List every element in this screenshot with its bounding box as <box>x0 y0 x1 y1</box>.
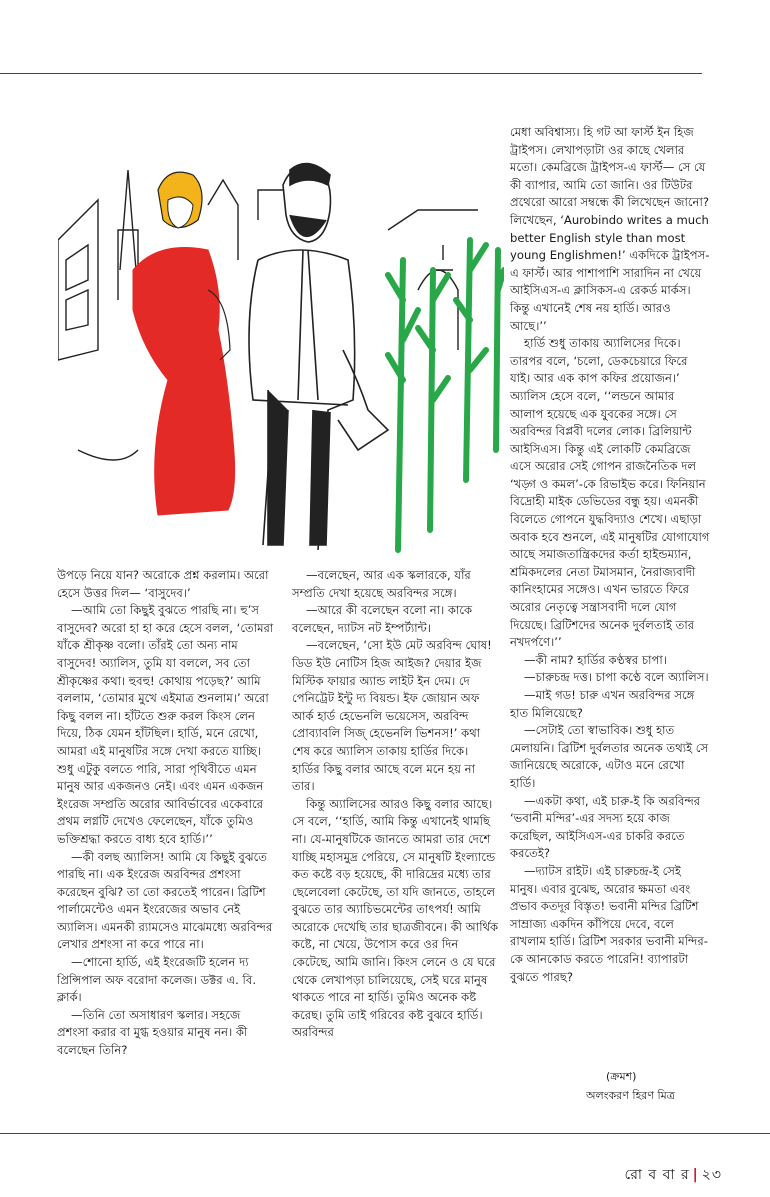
paragraph: —মাই গড! চারু এখন অরবিন্দর সঙ্গে হাত মিলিয়েছে? <box>510 688 695 720</box>
section-name: রো ব বা র <box>624 1167 690 1183</box>
paragraph: —বলেছেন, ‘সো ইউ মেট অরবিন্দ ঘোষ! ডিড ইউ নোটিস হিজ আইজ? দেয়ার ইজ মিস্টিক ফায়ার অ্যান্ড লাইট ইন দেম। দে পেনিট্রেট ইন্টু দ্য বিয়ন্ড। ইফ জোয়ান অফ আর্ক হার্ড হেভেনলি ভয়েসেস, অরবিন্দ প্রোব্যাবলি সিজ্ হেভেনলি ভিশনস!’ কথা শেষ করে অ্যালিস তাকায় হার্ডির দিকে। হার্ডির কিছু বলার আছে বলে মনে হয় না তার। <box>292 638 492 794</box>
green-plants <box>388 240 504 550</box>
page-footer <box>625 1163 722 1187</box>
paragraph: —কী বলছ অ্যালিস! আমি যে কিছুই বুঝতে পারছি না। এক ইংরেজ অরবিন্দর প্রশংসা করেছেন বুঝি? তা তো করতেই পারেন। ব্রিটিশ পার্লামেন্টেও এমন ইংরেজের অভাব নেই অ্যালিস। এমনকী র‌্যামসেও মাঝেমধ্যে অরবিন্দর লেখার প্রশংসা না করে পারে না। <box>57 849 273 952</box>
paragraph: —চারুচন্দ্র দত্ত। চাপা কণ্ঠে বলে অ্যালিস। <box>524 670 709 685</box>
bottom-rule <box>0 1133 770 1134</box>
paragraph: —শোনো হার্ডি, এই ইংরেজটি হলেন দ্য প্রিন্সিপাল অফ বরোদা কলেজ। ডক্টর এ. বি. ক্লার্ক। <box>57 955 257 1005</box>
paragraph: —দ্যাটস রাইট। এই চারুচন্দ্র-ই সেই মানুষ। এবার বুঝেছ, অরোর ক্ষমতা এবং প্রভাব কতদূর বিস্তৃত! ভবানী মন্দির ব্রিটিশ সাম্রাজ্য একদিন কাঁপিয়ে দেবে, বলে রাখলাম হার্ডি। ব্রিটিশ সরকার ভবানী মন্দির-কে আনকোড করতে পারেনি! ব্যাপারটা বুঝতে পারছ? <box>510 863 708 984</box>
article-column-3 <box>510 124 710 986</box>
paragraph: —আমি তো কিছুই বুঝতে পারছি না। হু’স বাসুদেব? অরো হা হা করে হেসে বলল, ‘তোমরা যাঁকে শ্রীকৃষ্ণ বলো। তাঁরই তো অন্য নাম বাসুদেব! অ্যালিস, তুমি যা বললে, সব তো শ্রীকৃষ্ণের কথা। হুবহু! কোথায় পড়েছ?’ আমি বললাম, ‘তোমার মুখে এইমাত্র শুনলাম।’ অরো কিছু বলল না। হাঁটতে শুরু করল কিংস লেন দিয়ে, ঠিক যেমন হাঁটছিল। হার্ডি, মনে রেখো, আমরা এই মানুষটির সঙ্গে দেখা করতে যাচ্ছি। শুধু এটুকু বলতে পারি, সারা পৃথিবীতে এমন মানুষ আর একজনও নেই। এবং এমন একজন ইংরেজ সম্প্রতি অরোর আবির্ভাবের একেবারে প্রথম লগ্নটি দেখেও ফেলেছেন, যাঁকে তুমিও ভক্তিশ্রদ্ধা করতে বাধ্য হবে হার্ডি।’’ <box>57 603 274 846</box>
divider: | <box>692 1167 699 1183</box>
paragraph: হার্ডি শুধু তাকায় অ্যালিসের দিকে। তারপর বলে, ‘চলো, ডেকচেয়ারে ফিরে যাই। আর এক কাপ কফির প্রয়োজন।’ অ্যালিস হেসে বলে, ‘‘লন্ডনে আমার আলাপ হয়েছে এক যুবকের সঙ্গে। সে অরবিন্দর বিপ্লবী দলের লোক। ব্রিলিয়ান্ট আইসিএস। কিন্তু এই লোকটি কেমব্রিজে এসে অরোর সেই গোপন রাজনৈতিক দল ‘খড়্গ ও কমল’-কে রিভাইভ করে। ফিনিয়ান বিদ্রোহী মাইক ডেভিডের বন্ধু হয়। এমনকী বিলেতে গোপনে যুদ্ধবিদ্যাও শেখে। এছাড়া অবাক হবে শুনলে, এই মানুষটির যোগাযোগ আছে সমাজতান্ত্রিকদের কর্তা হাইন্ডম্যান, শ্রমিকদলের নেতা টমাসমান, নৈরাজ্যবাদী কানিংহামের সঙ্গেও। এখন ভারতে ফিরে অরোর নেতৃত্বে সন্ত্রাসবাদী দলে যোগ দিয়েছে। ব্রিটিশদের অনেক দুর্বলতাই তার নখদর্পণে।’’ <box>510 336 710 650</box>
article-column-2 <box>292 567 499 1042</box>
story-illustration <box>58 150 504 560</box>
to-be-continued: (ক্রমশ) <box>606 1070 637 1083</box>
paragraph: —বলেছেন, আর এক স্কলারকে, যাঁর সম্প্রতি দেখা হয়েছে অরবিন্দর সঙ্গে। <box>292 568 471 600</box>
paragraph: —কী নাম? হার্ডির কণ্ঠস্বর চাপা। <box>524 652 667 667</box>
paragraph: —আরে কী বলেছেন বলো না। কাকে বলেছেন, দ্যাটস নট ইম্পর্ট্যান্ট। <box>292 603 473 635</box>
paragraph: উপড়ে নিয়ে যান? অরোকে প্রশ্ন করলাম। অরো হেসে উত্তর দিল— ‘বাসুদেব।’ <box>57 568 269 600</box>
paragraph: কিন্তু অ্যালিসের আরও কিছু বলার আছে। সে বলে, ‘‘হার্ডি, আমি কিন্তু এখানেই থামছি না। যে-মানুষটিকে জানতে আমরা তার দেশে যাচ্ছি মহাসমুদ্র পেরিয়ে, সে মানুষটি ইংল্যান্ডে কত কষ্টে বড় হয়েছে, কী দারিদ্রের মধ্যে তার ছেলেবেলা কেটেছে, তা যদি জানতে, তাহলে বুঝতে তার অ্যাচিভমেন্টের তাৎপর্য! আমি অরোকে দেখেছি তার ছাত্রজীবনে। কী আর্থিক কষ্টে, না খেয়ে, উপোস করে ওর দিন কেটেছে, আমি জানি। কিংস লেনে ও যে ঘরে থেকে লেখাপড়া চালিয়েছে, সেই ঘরে মানুষ থাকতে পারে না হার্ডি। তুমিও অনেক কষ্ট করেছ। তুমি তাই গরিবের কষ্ট বুঝবে হার্ডি। অরবিন্দর <box>292 796 499 1040</box>
paragraph: —একটা কথা, এই চারু-ই কি অরবিন্দর ‘ভবানী মন্দির’-এর সদস্য হয়ে কাজ করেছিল, আইসিএস-এর চাকরি করতে করতেই? <box>510 793 701 861</box>
illustration-credit: অলংকরণ হিরণ মিত্র <box>586 1089 675 1102</box>
paragraph: —সেটাই তো স্বাভাবিক। শুধু হাত মেলায়নি। ব্রিটিশ দুর্বলতার অনেক তথ্যই সে জানিয়েছে অরোকে, এটাও মনে রেখো হার্ডি। <box>510 723 709 790</box>
page-number: ২৩ <box>701 1167 722 1183</box>
top-rule <box>0 73 702 74</box>
lady-in-red-figure <box>133 172 235 515</box>
paragraph: মেধা অবিশ্বাস্য। হি গট আ ফার্স্ট ইন হিজ ট্রাইপস। লেখাপড়াটা ওর কাছে খেলার মতো। কেমব্রিজে ট্রাইপস-এ ফার্স্ট— সে যে কী ব্যাপার, আমি তো জানি। ওর টিউটর প্রথেরো আরো সম্বন্ধে কী লিখেছেন জানো? লিখেছেন, ‘Aurobindo writes a much better English style than most young Englishmen!’ একদিকে ট্রাইপস-এ ফার্স্ট। আর পাশাপাশি সারাদিন না খেয়ে আইসিএস-এ ক্লাসিকস-এ রেকর্ড মার্কস। কিন্তু এখানেই শেষ নয় হার্ডি। আরও আছে।’’ <box>510 125 710 333</box>
gentleman-figure <box>249 164 388 550</box>
article-column-1 <box>57 567 274 1060</box>
paragraph: —তিনি তো অসাধারণ স্কলার। সহজে প্রশংসা করার বা মুগ্ধ হওয়ার মানুষ নন। কী বলেছেন তিনি? <box>57 1007 248 1058</box>
